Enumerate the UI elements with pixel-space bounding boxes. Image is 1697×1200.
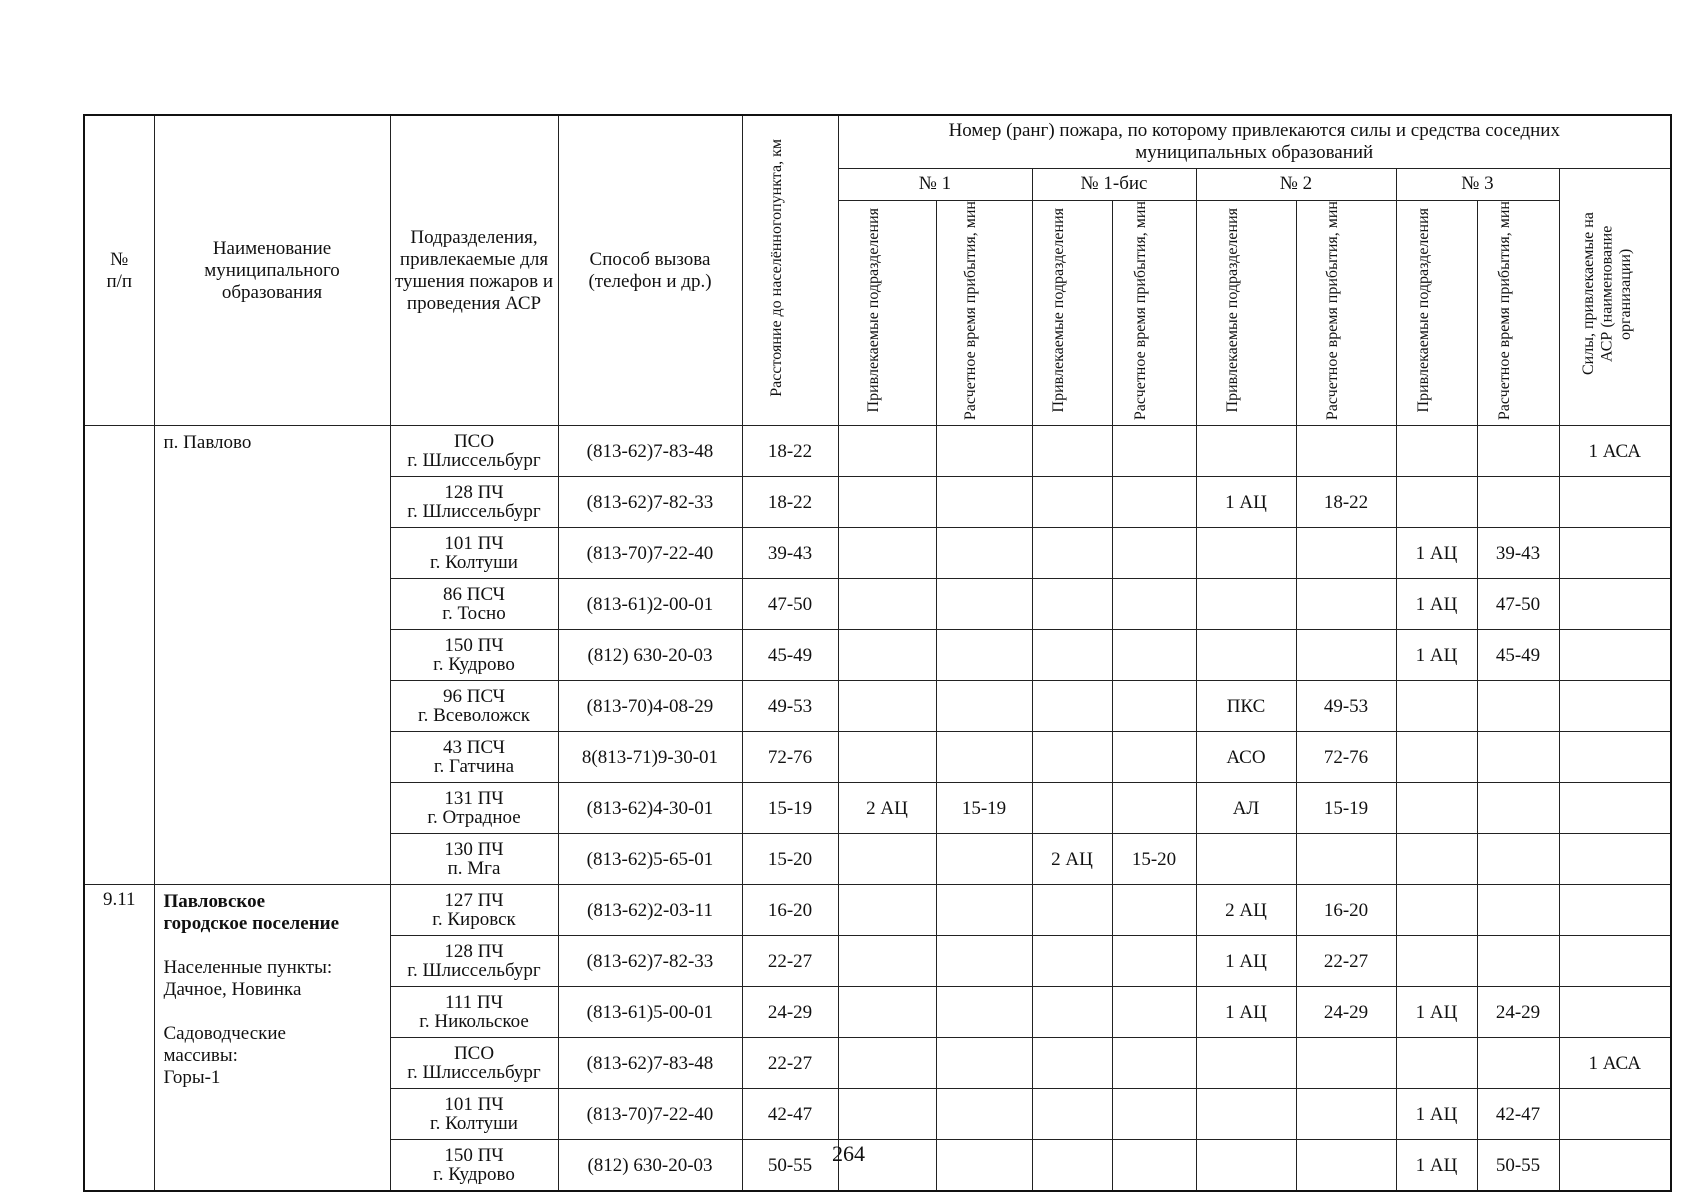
phone-cell: (813-62)7-83-48 xyxy=(558,426,742,477)
rank1bis-time-cell: 15-20 xyxy=(1112,834,1196,885)
rank1bis-units-cell xyxy=(1032,477,1112,528)
phone-cell: (813-62)7-82-33 xyxy=(558,477,742,528)
rank3-units-cell: 1 АЦ xyxy=(1396,1089,1477,1140)
rank2-units-cell: 1 АЦ xyxy=(1196,987,1296,1038)
unit-location: г. Шлиссельбург xyxy=(407,1062,541,1084)
unit-location: г. Кировск xyxy=(432,909,516,931)
phone-cell: (813-62)5-65-01 xyxy=(558,834,742,885)
distance-cell: 47-50 xyxy=(742,579,838,630)
rank3-time-cell xyxy=(1477,477,1559,528)
row-number xyxy=(84,426,154,885)
rank1-units-cell xyxy=(838,936,936,987)
unit-cell xyxy=(390,834,558,885)
rank2-time-cell xyxy=(1296,630,1396,681)
rank2-units-cell: ПКС xyxy=(1196,681,1296,732)
rank1-units-cell xyxy=(838,579,936,630)
unit-location: п. Мга xyxy=(447,858,501,880)
rank1-units-cell xyxy=(838,630,936,681)
unit-location: г. Никольское xyxy=(419,1011,529,1033)
header-r1b-time-label: Расчетное время прибытия, мин xyxy=(1132,200,1149,420)
distance-cell: 15-20 xyxy=(742,834,838,885)
header-asr xyxy=(1559,168,1671,426)
rank2-units-cell xyxy=(1196,528,1296,579)
header-call xyxy=(558,115,742,426)
table-row xyxy=(84,426,1671,477)
asr-cell xyxy=(1559,579,1671,630)
gardens-list: Горы-1 xyxy=(163,1066,221,1088)
rank3-units-cell xyxy=(1396,426,1477,477)
rank1bis-units-cell xyxy=(1032,732,1112,783)
rank1bis-time-cell xyxy=(1112,936,1196,987)
unit-name: 131 ПЧ xyxy=(444,787,504,809)
rank3-time-cell: 42-47 xyxy=(1477,1089,1559,1140)
rank1-units-cell xyxy=(838,1038,936,1089)
distance-cell: 15-19 xyxy=(742,783,838,834)
row-number: 9.11 xyxy=(84,885,154,1192)
header-r2-time xyxy=(1296,200,1396,426)
header-r1b-units xyxy=(1032,200,1112,426)
header-rank-2: № 2 xyxy=(1196,168,1396,200)
unit-cell xyxy=(390,732,558,783)
rank3-units-cell xyxy=(1396,477,1477,528)
unit-location: г. Тосно xyxy=(442,603,506,625)
asr-cell xyxy=(1559,936,1671,987)
rank2-time-cell: 24-29 xyxy=(1296,987,1396,1038)
table-row xyxy=(84,885,1671,936)
rank3-time-cell xyxy=(1477,834,1559,885)
distance-cell: 45-49 xyxy=(742,630,838,681)
unit-name: 128 ПЧ xyxy=(444,481,504,503)
header-rank-3: № 3 xyxy=(1396,168,1559,200)
rank2-time-cell xyxy=(1296,528,1396,579)
distance-cell: 18-22 xyxy=(742,477,838,528)
unit-name: 128 ПЧ xyxy=(444,940,504,962)
header-asr-label: Силы, привлекаемые на АСР (наименование организации) xyxy=(1579,212,1634,376)
rank1bis-time-cell xyxy=(1112,783,1196,834)
unit-location: г. Гатчина xyxy=(433,756,515,778)
asr-cell xyxy=(1559,834,1671,885)
phone-cell: (813-61)5-00-01 xyxy=(558,987,742,1038)
asr-cell xyxy=(1559,783,1671,834)
rank2-units-cell xyxy=(1196,426,1296,477)
unit-name: 101 ПЧ xyxy=(444,1093,504,1115)
rank1-units-cell: 2 АЦ xyxy=(838,783,936,834)
rank1bis-time-cell xyxy=(1112,732,1196,783)
rank1-time-cell xyxy=(936,885,1032,936)
rank2-units-cell xyxy=(1196,834,1296,885)
unit-cell xyxy=(390,783,558,834)
rank1bis-time-cell xyxy=(1112,1038,1196,1089)
unit-location: г. Кудрово xyxy=(433,1164,515,1186)
rank2-time-cell: 22-27 xyxy=(1296,936,1396,987)
rank2-time-cell xyxy=(1296,1089,1396,1140)
rank2-units-cell: АСО xyxy=(1196,732,1296,783)
rank2-time-cell xyxy=(1296,834,1396,885)
rank1bis-units-cell xyxy=(1032,630,1112,681)
header-rank-group-label: Номер (ранг) пожара, по которому привлекаются силы и средства соседних муниципальных образований xyxy=(948,119,1560,163)
asr-cell xyxy=(1559,732,1671,783)
rank1bis-units-cell: 2 АЦ xyxy=(1032,834,1112,885)
unit-name: 150 ПЧ xyxy=(444,634,504,656)
rank1bis-time-cell xyxy=(1112,528,1196,579)
rank1-units-cell xyxy=(838,426,936,477)
rank1-time-cell xyxy=(936,732,1032,783)
rank2-time-cell: 72-76 xyxy=(1296,732,1396,783)
unit-cell xyxy=(390,681,558,732)
unit-location: г. Шлиссельбург xyxy=(407,450,541,472)
asr-cell: 1 АСА xyxy=(1559,426,1671,477)
rank1bis-units-cell xyxy=(1032,579,1112,630)
header-r1b-units-label: Привлекаемые подразделения xyxy=(1050,207,1067,413)
phone-cell: (813-70)4-08-29 xyxy=(558,681,742,732)
rank1bis-time-cell xyxy=(1112,630,1196,681)
rank2-units-cell: 1 АЦ xyxy=(1196,936,1296,987)
rank1bis-time-cell xyxy=(1112,987,1196,1038)
header-r3-units-label: Привлекаемые подразделения xyxy=(1414,207,1432,413)
header-municipality-label: Наименование муниципального образования xyxy=(204,237,340,303)
asr-cell xyxy=(1559,477,1671,528)
unit-cell xyxy=(390,1038,558,1089)
rank3-units-cell xyxy=(1396,681,1477,732)
rank1bis-time-cell xyxy=(1112,477,1196,528)
distance-cell: 22-27 xyxy=(742,1038,838,1089)
rank1bis-time-cell xyxy=(1112,426,1196,477)
rank1-units-cell xyxy=(838,477,936,528)
rank3-time-cell: 39-43 xyxy=(1477,528,1559,579)
rank3-units-cell xyxy=(1396,783,1477,834)
rank1-time-cell xyxy=(936,426,1032,477)
municipality-name: п. Павлово xyxy=(163,432,252,454)
rank3-time-cell: 45-49 xyxy=(1477,630,1559,681)
unit-location: г. Кудрово xyxy=(433,654,515,676)
rank2-time-cell: 15-19 xyxy=(1296,783,1396,834)
rank1bis-units-cell xyxy=(1032,936,1112,987)
header-r2-time-label: Расчетное время прибытия, мин xyxy=(1324,200,1341,420)
fire-forces-table xyxy=(83,114,1672,1192)
gardens-label-line1: Садоводческие xyxy=(163,1022,286,1044)
phone-cell: (812) 630-20-03 xyxy=(558,1140,742,1192)
distance-cell: 50-55 xyxy=(742,1140,838,1192)
rank1-time-cell xyxy=(936,1038,1032,1089)
rank1-units-cell xyxy=(838,834,936,885)
rank3-time-cell xyxy=(1477,885,1559,936)
header-r3-time xyxy=(1477,200,1559,426)
distance-cell: 16-20 xyxy=(742,885,838,936)
rank2-units-cell xyxy=(1196,630,1296,681)
rank1-units-cell xyxy=(838,681,936,732)
page-number: 264 xyxy=(832,1141,865,1166)
unit-location: г. Шлиссельбург xyxy=(407,501,541,523)
unit-cell xyxy=(390,426,558,477)
rank1bis-units-cell xyxy=(1032,528,1112,579)
rank1-time-cell xyxy=(936,477,1032,528)
rank3-units-cell: 1 АЦ xyxy=(1396,579,1477,630)
unit-cell xyxy=(390,477,558,528)
header-num xyxy=(84,115,154,426)
unit-name: 130 ПЧ xyxy=(444,838,504,860)
unit-cell xyxy=(390,987,558,1038)
rank1-time-cell xyxy=(936,987,1032,1038)
distance-cell: 39-43 xyxy=(742,528,838,579)
unit-location: г. Всеволожск xyxy=(418,705,530,727)
header-r1b-time xyxy=(1112,200,1196,426)
rank1-time-cell xyxy=(936,579,1032,630)
unit-name: 86 ПСЧ xyxy=(442,583,506,605)
rank1bis-units-cell xyxy=(1032,987,1112,1038)
phone-cell: (813-62)2-03-11 xyxy=(558,885,742,936)
asr-cell: 1 АСА xyxy=(1559,1038,1671,1089)
rank2-units-cell: 2 АЦ xyxy=(1196,885,1296,936)
phone-cell: (812) 630-20-03 xyxy=(558,630,742,681)
header-rank-group xyxy=(838,115,1671,168)
rank2-units-cell xyxy=(1196,1089,1296,1140)
rank2-time-cell xyxy=(1296,1038,1396,1089)
rank1bis-units-cell xyxy=(1032,1089,1112,1140)
header-distance xyxy=(742,115,838,426)
rank3-units-cell: 1 АЦ xyxy=(1396,1140,1477,1192)
rank1-units-cell xyxy=(838,732,936,783)
gardens-label-line2: массивы: xyxy=(163,1044,238,1066)
distance-cell: 18-22 xyxy=(742,426,838,477)
unit-cell xyxy=(390,1089,558,1140)
rank1-units-cell xyxy=(838,528,936,579)
distance-cell: 24-29 xyxy=(742,987,838,1038)
header-r1-units xyxy=(838,200,936,426)
unit-cell xyxy=(390,630,558,681)
header-units-label: Подразделения, привлекаемые для тушения пожаров и проведения АСР xyxy=(394,227,554,314)
rank3-units-cell xyxy=(1396,1038,1477,1089)
unit-name: 150 ПЧ xyxy=(444,1144,504,1166)
rank3-units-cell xyxy=(1396,885,1477,936)
header-r3-units xyxy=(1396,200,1477,426)
rank1bis-units-cell xyxy=(1032,1038,1112,1089)
unit-location: г. Колтуши xyxy=(430,1113,518,1135)
header-rank-1: № 1 xyxy=(838,168,1032,200)
rank3-time-cell xyxy=(1477,681,1559,732)
rank1bis-units-cell xyxy=(1032,885,1112,936)
asr-cell xyxy=(1559,630,1671,681)
unit-name: 43 ПСЧ xyxy=(442,736,506,758)
header-rank-1bis: № 1-бис xyxy=(1032,168,1196,200)
rank2-units-cell: АЛ xyxy=(1196,783,1296,834)
header-r2-units xyxy=(1196,200,1296,426)
rank1-time-cell xyxy=(936,1089,1032,1140)
unit-cell xyxy=(390,528,558,579)
unit-cell xyxy=(390,936,558,987)
rank3-time-cell xyxy=(1477,426,1559,477)
municipality-title-line1: Павловское xyxy=(163,891,266,913)
rank3-time-cell: 24-29 xyxy=(1477,987,1559,1038)
unit-name: ПСО xyxy=(453,1042,495,1064)
rank3-time-cell xyxy=(1477,732,1559,783)
rank2-time-cell xyxy=(1296,579,1396,630)
rank2-units-cell: 1 АЦ xyxy=(1196,477,1296,528)
asr-cell xyxy=(1559,528,1671,579)
rank1bis-units-cell xyxy=(1032,783,1112,834)
header-distance-label: Расстояние до населённогопункта, км xyxy=(768,138,785,397)
rank1-units-cell xyxy=(838,987,936,1038)
rank2-units-cell xyxy=(1196,579,1296,630)
rank1-time-cell xyxy=(936,834,1032,885)
rank1-units-cell xyxy=(838,885,936,936)
rank1-units-cell xyxy=(838,1089,936,1140)
phone-cell: (813-62)7-82-33 xyxy=(558,936,742,987)
unit-name: 101 ПЧ xyxy=(444,532,504,554)
rank1bis-time-cell xyxy=(1112,885,1196,936)
header-r1-time xyxy=(936,200,1032,426)
unit-name: 127 ПЧ xyxy=(444,889,504,911)
unit-name: ПСО xyxy=(453,430,495,452)
unit-cell xyxy=(390,579,558,630)
rank3-time-cell xyxy=(1477,783,1559,834)
rank1bis-time-cell xyxy=(1112,579,1196,630)
unit-name: 96 ПСЧ xyxy=(442,685,506,707)
rank3-units-cell xyxy=(1396,936,1477,987)
rank3-units-cell xyxy=(1396,834,1477,885)
rank2-units-cell xyxy=(1196,1038,1296,1089)
rank1bis-time-cell xyxy=(1112,1089,1196,1140)
distance-cell: 72-76 xyxy=(742,732,838,783)
rank3-units-cell: 1 АЦ xyxy=(1396,630,1477,681)
phone-cell: (813-62)7-83-48 xyxy=(558,1038,742,1089)
rank2-time-cell: 49-53 xyxy=(1296,681,1396,732)
settlements-list: Дачное, Новинка xyxy=(163,978,302,1000)
header-num-label: № п/п xyxy=(106,248,133,292)
rank1-time-cell: 15-19 xyxy=(936,783,1032,834)
unit-cell xyxy=(390,885,558,936)
header-r1-time-label: Расчетное время прибытия, мин xyxy=(962,200,979,420)
phone-cell: 8(813-71)9-30-01 xyxy=(558,732,742,783)
rank3-time-cell xyxy=(1477,1038,1559,1089)
asr-cell xyxy=(1559,1089,1671,1140)
rank3-units-cell: 1 АЦ xyxy=(1396,528,1477,579)
rank1-time-cell xyxy=(936,630,1032,681)
header-r2-units-label: Привлекаемые подразделения xyxy=(1224,207,1241,413)
settlements-label: Населенные пункты: xyxy=(163,957,333,979)
rank3-time-cell xyxy=(1477,936,1559,987)
header-units xyxy=(390,115,558,426)
header-call-label: Способ вызова (телефон и др.) xyxy=(588,248,712,292)
asr-cell xyxy=(1559,885,1671,936)
phone-cell: (813-70)7-22-40 xyxy=(558,528,742,579)
unit-name: 111 ПЧ xyxy=(445,991,503,1013)
municipality-cell xyxy=(154,426,390,885)
header-r1-units-label: Привлекаемые подразделения xyxy=(865,207,882,413)
rank2-time-cell: 18-22 xyxy=(1296,477,1396,528)
unit-location: г. Колтуши xyxy=(430,552,518,574)
distance-cell: 22-27 xyxy=(742,936,838,987)
rank1-time-cell xyxy=(936,681,1032,732)
phone-cell: (813-70)7-22-40 xyxy=(558,1089,742,1140)
distance-cell: 49-53 xyxy=(742,681,838,732)
rank1bis-units-cell xyxy=(1032,426,1112,477)
rank3-time-cell: 50-55 xyxy=(1477,1140,1559,1192)
rank1-time-cell xyxy=(936,528,1032,579)
rank1bis-units-cell xyxy=(1032,681,1112,732)
distance-cell: 42-47 xyxy=(742,1089,838,1140)
phone-cell: (813-61)2-00-01 xyxy=(558,579,742,630)
header-municipality xyxy=(154,115,390,426)
phone-cell: (813-62)4-30-01 xyxy=(558,783,742,834)
header-r3-time-label: Расчетное время прибытия, мин xyxy=(1496,200,1513,420)
rank3-units-cell xyxy=(1396,732,1477,783)
rank2-time-cell xyxy=(1296,426,1396,477)
municipality-title-line2: городское поселение xyxy=(163,913,340,935)
unit-location: г. Отрадное xyxy=(427,807,521,829)
rank3-time-cell: 47-50 xyxy=(1477,579,1559,630)
asr-cell xyxy=(1559,681,1671,732)
rank2-time-cell: 16-20 xyxy=(1296,885,1396,936)
rank1bis-time-cell xyxy=(1112,681,1196,732)
asr-cell xyxy=(1559,987,1671,1038)
rank3-units-cell: 1 АЦ xyxy=(1396,987,1477,1038)
rank1-time-cell xyxy=(936,936,1032,987)
unit-location: г. Шлиссельбург xyxy=(407,960,541,982)
table-body xyxy=(84,426,1671,1192)
